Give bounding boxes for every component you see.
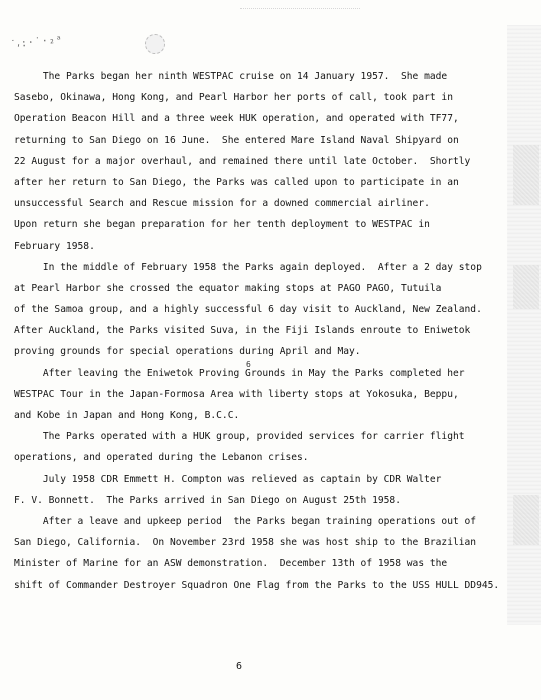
text-line: of the Samoa group, and a highly successful 6 day visit to Auckland, New Zealand. — [14, 304, 482, 316]
scan-blot — [513, 145, 539, 205]
page-number: 6 — [236, 661, 243, 672]
text-line: After leaving the Eniwetok Proving Grounds in May the Parks completed her — [14, 367, 465, 379]
scan-artifact — [240, 8, 360, 23]
text-line: Minister of Marine for an ASW demonstration. December 13th of 1958 was the — [14, 558, 448, 570]
scan-blot — [513, 265, 539, 309]
text-line: Sasebo, Okinawa, Hong Kong, and Pearl Harbor her ports of call, took part in — [14, 92, 453, 104]
punch-hole — [145, 34, 165, 54]
text-line: July 1958 CDR Emmett H. Compton was relieved as captain by CDR Walter — [14, 473, 442, 485]
text-line: operations, and operated during the Lebanon crises. — [14, 452, 309, 464]
text-line: Operation Beacon Hill and a three week HUK operation, and operated with TF77, — [14, 113, 459, 125]
text-line: 22 August for a major overhaul, and remained there until late October. Shortly — [14, 155, 471, 167]
text-line: proving grounds for special operations during April and May. — [14, 346, 361, 358]
text-line: The Parks began her ninth WESTPAC cruise on 14 January 1957. She made — [14, 71, 448, 82]
text-line: shift of Commander Destroyer Squadron One Flag from the Parks to the USS HULL DD945. — [14, 579, 500, 591]
document-body — [14, 66, 500, 596]
text-line: F. V. Bonnett. The Parks arrived in San Diego on August 25th 1958. — [14, 494, 401, 506]
corner-mark: ˙⸴:·˙·₂ᵃ — [9, 34, 64, 51]
scan-edge-shadow — [507, 25, 541, 625]
text-line: February 1958. — [14, 240, 95, 252]
text-line: WESTPAC Tour in the Japan-Formosa Area with liberty stops at Yokosuka, Beppu, — [14, 388, 459, 400]
text-line: unsuccessful Search and Rescue mission for a downed commercial airliner. — [14, 198, 430, 210]
text-line: after her return to San Diego, the Parks was called upon to participate in an — [14, 176, 459, 188]
text-line: Upon return she began preparation for her tenth deployment to WESTPAC in — [14, 219, 430, 231]
text-line: After Auckland, the Parks visited Suva, in the Fiji Islands enroute to Eniwetok — [14, 325, 471, 337]
text-line: at Pearl Harbor she crossed the equator making stops at PAGO PAGO, Tutuila — [14, 282, 442, 294]
inline-mark: 6 — [246, 360, 251, 369]
text-line: In the middle of February 1958 the Parks again deployed. After a 2 day stop — [14, 261, 482, 273]
text-line: The Parks operated with a HUK group, provided services for carrier flight — [14, 431, 465, 443]
text-line: returning to San Diego on 16 June. She entered Mare Island Naval Shipyard on — [14, 134, 459, 146]
text-line: After a leave and upkeep period the Parks began training operations out of — [14, 515, 477, 527]
scan-blot — [513, 495, 539, 545]
text-line: and Kobe in Japan and Hong Kong, B.C.C. — [14, 410, 240, 421]
text-line: San Diego, California. On November 23rd 1958 she was host ship to the Brazilian — [14, 537, 477, 549]
